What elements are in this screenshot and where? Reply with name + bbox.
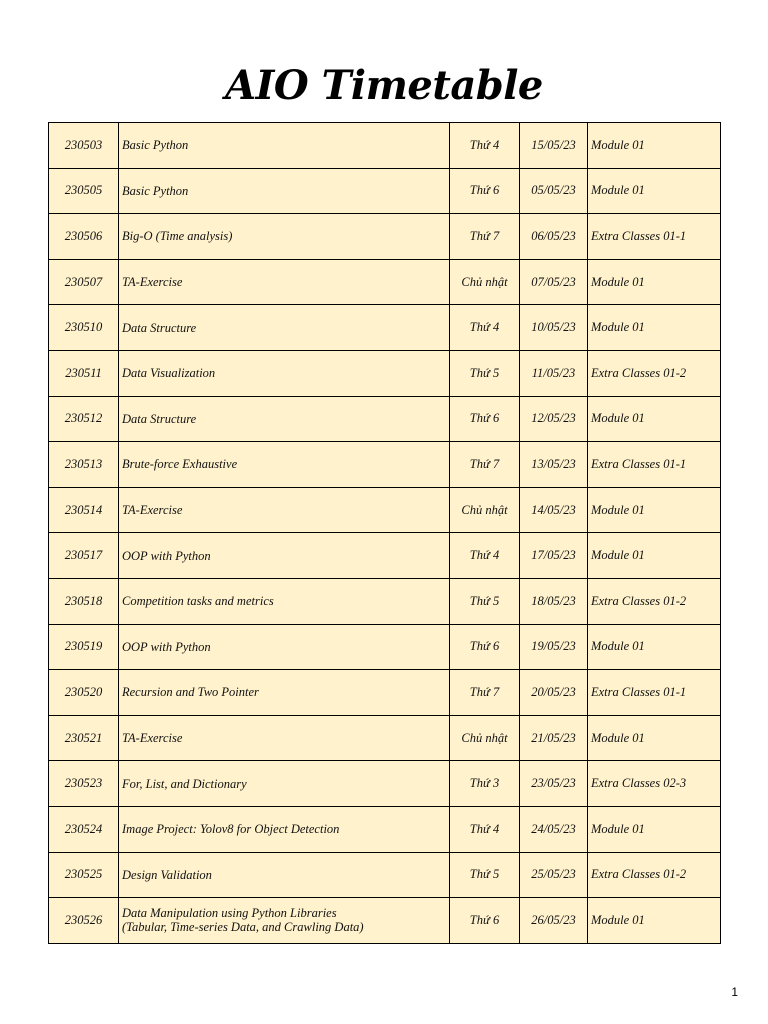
table-row: [49, 806, 721, 852]
timetable: [48, 122, 721, 944]
topic-cell: Design Validation: [119, 852, 450, 898]
session-code-cell: 230521: [49, 715, 119, 761]
table-row: [49, 259, 721, 305]
session-code-cell: 230517: [49, 533, 119, 579]
session-code-cell: 230525: [49, 852, 119, 898]
date-cell: 07/05/23: [520, 259, 588, 305]
topic-cell: Data Structure: [119, 305, 450, 351]
table-row: [49, 487, 721, 533]
session-code-cell: 230503: [49, 123, 119, 169]
weekday-cell: Thứ 7: [450, 670, 520, 716]
table-row: [49, 214, 721, 260]
date-cell: 24/05/23: [520, 806, 588, 852]
date-cell: 18/05/23: [520, 578, 588, 624]
module-cell: Extra Classes 01-1: [588, 670, 721, 716]
date-cell: 21/05/23: [520, 715, 588, 761]
date-cell: 20/05/23: [520, 670, 588, 716]
topic-cell: Basic Python: [119, 168, 450, 214]
table-row: [49, 305, 721, 351]
topic-cell: Brute-force Exhaustive: [119, 442, 450, 488]
weekday-cell: Thứ 7: [450, 214, 520, 260]
table-row: [49, 715, 721, 761]
table-row: [49, 533, 721, 579]
weekday-cell: Thứ 7: [450, 442, 520, 488]
session-code-cell: 230520: [49, 670, 119, 716]
session-code-cell: 230511: [49, 350, 119, 396]
table-row: [49, 442, 721, 488]
weekday-cell: Thứ 5: [450, 852, 520, 898]
session-code-cell: 230523: [49, 761, 119, 807]
topic-cell: [119, 898, 450, 944]
module-cell: Extra Classes 01-2: [588, 578, 721, 624]
topic-cell: Data Visualization: [119, 350, 450, 396]
date-cell: 11/05/23: [520, 350, 588, 396]
table-row: [49, 578, 721, 624]
date-cell: 25/05/23: [520, 852, 588, 898]
module-cell: Module 01: [588, 533, 721, 579]
module-cell: Module 01: [588, 123, 721, 169]
page-number: 1: [731, 985, 738, 999]
module-cell: Module 01: [588, 898, 721, 944]
topic-cell: OOP with Python: [119, 624, 450, 670]
session-code-cell: 230512: [49, 396, 119, 442]
page-title: AIO Timetable: [225, 62, 543, 109]
topic-cell: TA-Exercise: [119, 487, 450, 533]
module-cell: Extra Classes 02-3: [588, 761, 721, 807]
topic-cell: Big-O (Time analysis): [119, 214, 450, 260]
module-cell: Module 01: [588, 624, 721, 670]
date-cell: 12/05/23: [520, 396, 588, 442]
session-code-cell: 230519: [49, 624, 119, 670]
table-row: [49, 761, 721, 807]
module-cell: Module 01: [588, 715, 721, 761]
weekday-cell: Thứ 4: [450, 305, 520, 351]
date-cell: 19/05/23: [520, 624, 588, 670]
topic-cell: Recursion and Two Pointer: [119, 670, 450, 716]
topic-cell: TA-Exercise: [119, 715, 450, 761]
table-row: [49, 123, 721, 169]
table-row: [49, 852, 721, 898]
session-code-cell: 230506: [49, 214, 119, 260]
topic-line: Data Manipulation using Python Libraries: [122, 906, 337, 921]
date-cell: 26/05/23: [520, 898, 588, 944]
topic-cell: Image Project: Yolov8 for Object Detection: [119, 806, 450, 852]
module-cell: Module 01: [588, 806, 721, 852]
table-row: [49, 624, 721, 670]
date-cell: 23/05/23: [520, 761, 588, 807]
topic-cell: TA-Exercise: [119, 259, 450, 305]
topic-cell: Basic Python: [119, 123, 450, 169]
module-cell: Module 01: [588, 487, 721, 533]
weekday-cell: Thứ 4: [450, 123, 520, 169]
table-row: [49, 168, 721, 214]
session-code-cell: 230505: [49, 168, 119, 214]
session-code-cell: 230510: [49, 305, 119, 351]
table-row: [49, 396, 721, 442]
session-code-cell: 230518: [49, 578, 119, 624]
module-cell: Module 01: [588, 168, 721, 214]
topic-cell: Data Structure: [119, 396, 450, 442]
topic-cell: Competition tasks and metrics: [119, 578, 450, 624]
date-cell: 14/05/23: [520, 487, 588, 533]
date-cell: 15/05/23: [520, 123, 588, 169]
weekday-cell: Thứ 6: [450, 624, 520, 670]
date-cell: 10/05/23: [520, 305, 588, 351]
weekday-cell: Thứ 4: [450, 533, 520, 579]
module-cell: Module 01: [588, 396, 721, 442]
table-row: [49, 898, 721, 944]
weekday-cell: Thứ 6: [450, 898, 520, 944]
module-cell: Extra Classes 01-2: [588, 852, 721, 898]
date-cell: 13/05/23: [520, 442, 588, 488]
weekday-cell: Thứ 4: [450, 806, 520, 852]
timetable-body: [49, 123, 721, 944]
session-code-cell: 230513: [49, 442, 119, 488]
topic-cell: OOP with Python: [119, 533, 450, 579]
session-code-cell: 230524: [49, 806, 119, 852]
weekday-cell: Thứ 5: [450, 350, 520, 396]
weekday-cell: Thứ 3: [450, 761, 520, 807]
date-cell: 05/05/23: [520, 168, 588, 214]
topic-line: (Tabular, Time-series Data, and Crawling Data): [122, 920, 364, 935]
module-cell: Extra Classes 01-2: [588, 350, 721, 396]
module-cell: Extra Classes 01-1: [588, 214, 721, 260]
date-cell: 17/05/23: [520, 533, 588, 579]
weekday-cell: Thứ 6: [450, 168, 520, 214]
table-row: [49, 350, 721, 396]
session-code-cell: 230526: [49, 898, 119, 944]
weekday-cell: Chủ nhật: [450, 487, 520, 533]
module-cell: Extra Classes 01-1: [588, 442, 721, 488]
session-code-cell: 230514: [49, 487, 119, 533]
weekday-cell: Thứ 6: [450, 396, 520, 442]
date-cell: 06/05/23: [520, 214, 588, 260]
weekday-cell: Chủ nhật: [450, 259, 520, 305]
module-cell: Module 01: [588, 259, 721, 305]
table-row: [49, 670, 721, 716]
session-code-cell: 230507: [49, 259, 119, 305]
weekday-cell: Chủ nhật: [450, 715, 520, 761]
weekday-cell: Thứ 5: [450, 578, 520, 624]
topic-cell: For, List, and Dictionary: [119, 761, 450, 807]
module-cell: Module 01: [588, 305, 721, 351]
